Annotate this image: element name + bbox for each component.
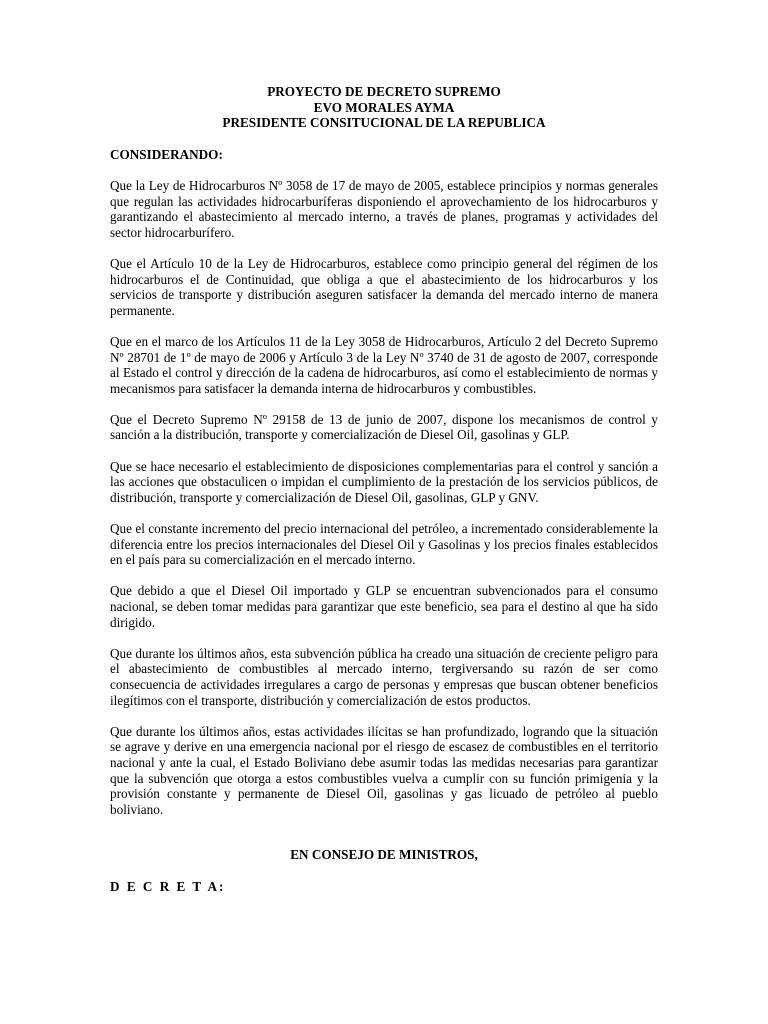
document-page (110, 84, 658, 894)
paragraph-subvencion-diesel: Que debido a que el Diesel Oil importado y GLP se encuentran subvencionados para el consumo nacional, se deben tomar medidas para garantizar que este beneficio, sea para el destino al que ha sido dirigido. (110, 583, 658, 630)
paragraph-disposiciones: Que se hace necesario el establecimiento de disposiciones complementarias para el control y sanción a las acciones que obstaculicen o impidan el cumplimiento de la prestación de los servicios públicos, de distribución, transporte y comercialización de Diesel Oil, gasolinas, GLP y GNV. (110, 458, 658, 505)
considerando-label: CONSIDERANDO: (110, 146, 223, 162)
document-heading (110, 84, 658, 131)
paragraph-peligro-abastecimiento: Que durante los últimos años, esta subvención pública ha creado una situación de creciente peligro para el abastecimiento de combustibles al mercado interno, tergiversando su razón de ser como consecuencia de actividades irregulares a cargo de personas y empresas que buscan obtener beneficios ilegítimos con el transporte, distribución y comercialización de estos productos. (110, 645, 658, 708)
considerando-paragraphs (110, 178, 658, 817)
decreta-heading: D E C R E T A: (110, 878, 226, 894)
paragraph-decreto-29158: Que el Decreto Supremo Nº 29158 de 13 de junio de 2007, dispone los mecanismos de control y sanción a la distribución, transporte y comercialización de Diesel Oil, gasolinas y GLP. (110, 411, 658, 443)
heading-title: PROYECTO DE DECRETO SUPREMO (267, 84, 501, 99)
paragraph-precio-petroleo: Que el constante incremento del precio internacional del petróleo, a incrementado considerablemente la diferencia entre los precios internacionales del Diesel Oil y Gasolinas y los precios finales establecidos en el país para su comercialización en el mercado interno. (110, 521, 658, 568)
paragraph-articulo-10: Que el Artículo 10 de la Ley de Hidrocarburos, establece como principio general del régimen de los hidrocarburos el de Continuidad, que obliga a que el abastecimiento de los hidrocarburos y los servicios de transporte y distribución aseguren satisfacer la demanda del mercado interno de manera permanente. (110, 255, 658, 318)
paragraph-ley-hidrocarburos: Que la Ley de Hidrocarburos Nº 3058 de 17 de mayo de 2005, establece principios y normas generales que regulan las actividades hidrocarburíferas disponiendo el aprovechamiento de los hidrocarburos y garantizando el abastecimiento al mercado interno, a través de planes, programas y actividades del sector hidrocarburífero. (110, 177, 658, 240)
paragraph-marco-articulos: Que en el marco de los Artículos 11 de la Ley 3058 de Hidrocarburos, Artículo 2 del Decreto Supremo Nº 28701 de 1º de mayo de 2006 y Artículo 3 de la Ley Nº 3740 de 31 de agosto de 2007, corresponde al Estado el control y dirección de la cadena de hidrocarburos, así como el establecimiento de normas y mecanismos para satisfacer la demanda interna de hidrocarburos y combustibles. (110, 333, 658, 396)
heading-president-name: EVO MORALES AYMA (313, 99, 455, 115)
consejo-ministros-heading: EN CONSEJO DE MINISTROS, (290, 847, 478, 863)
heading-president-title: PRESIDENTE CONSITUCIONAL DE LA REPUBLICA (222, 115, 546, 131)
paragraph-emergencia-nacional: Que durante los últimos años, estas actividades ilícitas se han profundizado, logrando que la situación se agrave y derive en una emergencia nacional por el riesgo de escasez de combustibles en el territorio nacional y ante la cual, el Estado Boliviano debe asumir todas las medidas necesarias para garantizar que la subvención que otorga a estos combustibles vuelva a cumplir con su función primigenia y la provisión constante y permanente de Diesel Oil, gasolinas y gas licuado de petróleo al pueblo boliviano. (110, 723, 658, 817)
